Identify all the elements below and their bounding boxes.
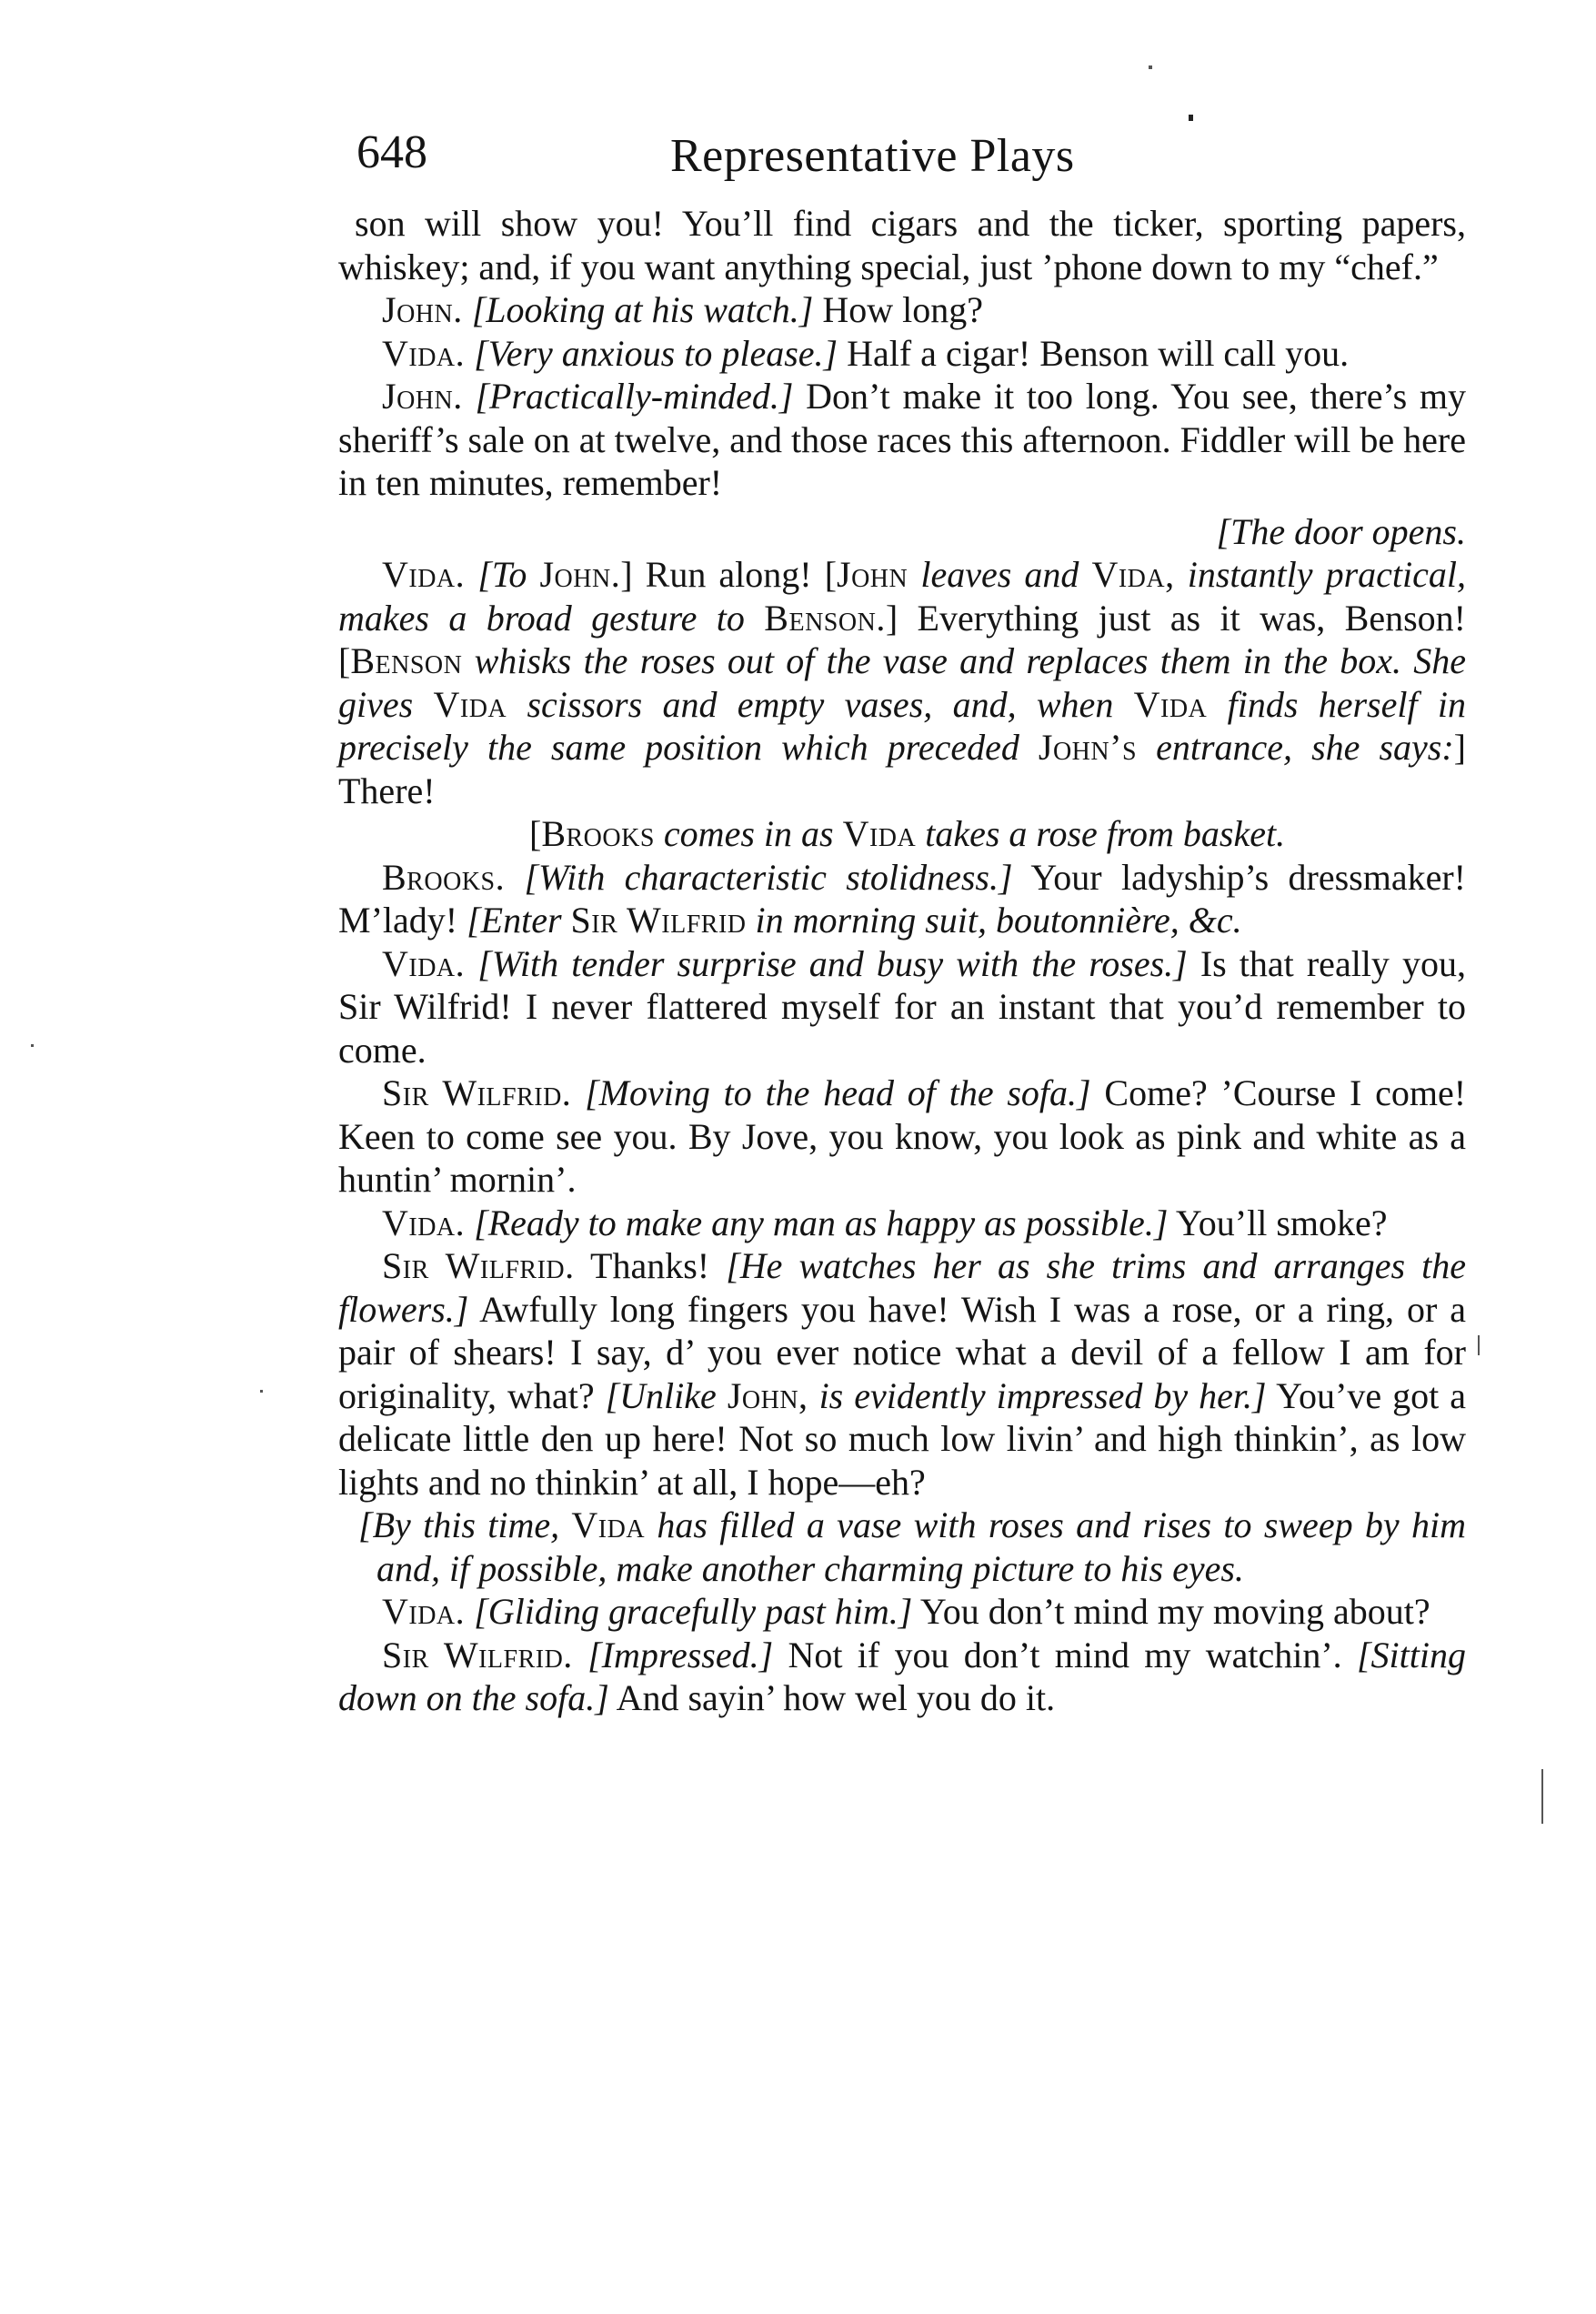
stage-direction: [Enter Sir Wilfrid in morning suit, boutonnière, &c. bbox=[467, 900, 1242, 941]
stage-direction: [Moving to the head of the sofa.] bbox=[585, 1072, 1091, 1113]
dialogue-line bbox=[338, 288, 1466, 332]
stage-direction: [Gliding gracefully past him.] bbox=[474, 1591, 913, 1632]
scan-speck bbox=[1478, 1335, 1480, 1355]
character-name: Vida bbox=[1133, 683, 1208, 725]
character-name: John. bbox=[539, 554, 621, 595]
character-name: Vida bbox=[433, 683, 507, 725]
speaker-name: Vida. bbox=[382, 1202, 466, 1243]
stage-direction: [With characteristic stolidness.] bbox=[524, 856, 1013, 898]
dialogue-line bbox=[338, 1071, 1466, 1202]
scan-speck bbox=[31, 1044, 34, 1047]
dialogue-text: Run along! bbox=[632, 554, 825, 595]
dialogue-text: How long? bbox=[813, 289, 983, 330]
stage-direction-line bbox=[338, 510, 1466, 554]
speaker-name: Sir Wilfrid. bbox=[382, 1245, 575, 1286]
dialogue-line bbox=[338, 1202, 1466, 1245]
speaker-name: Brooks. bbox=[382, 856, 506, 898]
speaker-name: John. bbox=[382, 376, 463, 417]
dialogue-line bbox=[338, 1590, 1466, 1634]
dialogue-line bbox=[338, 1634, 1466, 1720]
dialogue-text: And sayin’ how wel you do it. bbox=[608, 1677, 1056, 1718]
dialogue-text: You’ve got a delicate little den up here! Not so much low livin’ and high thinkin’, as low lights and no thinkin’ at all, I hope—eh? bbox=[338, 1374, 1467, 1503]
dialogue-text: Don’t make it too long. You see, there’s my sheriff’s sale on at twelve, and those races this afternoon. Fiddler will be here in ten minutes, remember! bbox=[338, 376, 1466, 503]
page-number: 648 bbox=[356, 126, 427, 178]
stage-direction-line: [Brooks comes in as Vida takes a rose from basket. bbox=[529, 813, 1286, 854]
dialogue-text: Is that really you, Sir Wilfrid! I never flattered myself for an instant that you’d remember to come. bbox=[338, 942, 1467, 1071]
scan-speck bbox=[260, 1390, 263, 1393]
stage-direction: [Impressed.] bbox=[587, 1634, 774, 1675]
speaker-name: Vida. bbox=[382, 554, 466, 595]
dialogue-text: Your ladyship’s dressmaker! M’lady! bbox=[338, 856, 1466, 941]
character-name: John, bbox=[727, 1374, 808, 1416]
stage-direction: [With tender surprise and busy with the roses.] bbox=[477, 942, 1188, 984]
dialogue-line bbox=[338, 375, 1466, 505]
stage-direction: [He watches her as she trims and arranges the flowers.] bbox=[338, 1245, 1466, 1330]
dialogue-text: Everything just as it was, Benson! bbox=[898, 597, 1466, 639]
character-name: Sir Wilfrid bbox=[570, 900, 747, 941]
character-name: John bbox=[837, 554, 908, 595]
speaker-name: Sir Wilfrid. bbox=[382, 1072, 572, 1113]
dialogue-text: Thanks! bbox=[574, 1245, 727, 1286]
dialogue-text: Not if you don’t mind my watchin’. bbox=[773, 1634, 1357, 1675]
character-name: Brooks bbox=[541, 813, 655, 854]
stage-direction: [The door opens. bbox=[1216, 510, 1466, 552]
speaker-name: Vida. bbox=[382, 1591, 466, 1632]
speaker-name: Vida. bbox=[382, 332, 466, 374]
dialogue-text: son will show you! You’ll find cigars and the ticker, sporting papers, whiskey; and, if you want anything special, just ’phone down to my “chef.” bbox=[338, 203, 1466, 287]
dialogue-line bbox=[338, 1244, 1466, 1504]
character-name: Benson bbox=[350, 640, 463, 681]
dialogue-line bbox=[338, 856, 1466, 942]
stage-direction: [To John.] bbox=[477, 554, 633, 595]
page-header bbox=[356, 116, 1202, 189]
stage-direction: [Ready to make any man as happy as possible.] bbox=[474, 1202, 1169, 1243]
dialogue-text: There! bbox=[338, 770, 436, 811]
dialogue-line bbox=[338, 332, 1466, 376]
scan-speck bbox=[1149, 65, 1152, 69]
stage-direction: [John leaves and Vida, instantly practical, makes a broad gesture to Benson.] bbox=[338, 554, 1466, 639]
stage-direction: [Unlike John, is evidently impressed by her.] bbox=[605, 1374, 1267, 1416]
character-name: Vida bbox=[571, 1504, 646, 1545]
scan-speck bbox=[1541, 1769, 1543, 1824]
stage-direction: [Very anxious to please.] bbox=[474, 332, 838, 374]
stage-direction: [Practically-minded.] bbox=[475, 376, 794, 417]
dialogue-continuation bbox=[338, 202, 1466, 288]
stage-direction-line: [By this time, Vida has filled a vase with roses and rises to sweep by him and, if possible, make another charming picture to his eyes. bbox=[358, 1504, 1466, 1589]
dialogue-text: Come? ’Course I come! Keen to come see you. By Jove, you know, you look as pink and white as a huntin’ mornin’. bbox=[338, 1072, 1467, 1200]
character-name: Vida bbox=[842, 813, 917, 854]
dialogue-text: You don’t mind my moving about? bbox=[912, 1591, 1430, 1632]
character-name: Vida, bbox=[1091, 554, 1175, 595]
dialogue-text: Half a cigar! Benson will call you. bbox=[838, 332, 1350, 374]
dialogue-text: Awfully long fingers you have! Wish I was a rose, or a ring, or a pair of shears! I say, d’ you ever notice what a devil of a fellow I am for originality, what? bbox=[338, 1288, 1466, 1416]
dialogue-text: You’ll smoke? bbox=[1168, 1202, 1388, 1243]
play-text bbox=[338, 202, 1466, 1720]
stage-direction: [Benson whisks the roses out of the vase and replaces them in the box. She gives Vida scissors and empty vases, and, when Vida finds herself in precisely the same position which preceded John’s entrance, she says:] bbox=[338, 640, 1466, 768]
stage-direction: [Sitting down on the sofa.] bbox=[338, 1634, 1466, 1718]
speaker-name: John. bbox=[382, 289, 463, 330]
dialogue-line bbox=[338, 942, 1466, 1072]
speaker-name: Vida. bbox=[382, 942, 466, 984]
character-name: John’s bbox=[1038, 727, 1138, 768]
dialogue-line bbox=[338, 553, 1466, 812]
character-name: Benson. bbox=[764, 597, 886, 639]
speaker-name: Sir Wilfrid. bbox=[382, 1634, 573, 1675]
running-title: Representative Plays bbox=[670, 130, 1075, 182]
scan-speck bbox=[1189, 115, 1193, 121]
stage-direction: [Looking at his watch.] bbox=[471, 289, 814, 330]
